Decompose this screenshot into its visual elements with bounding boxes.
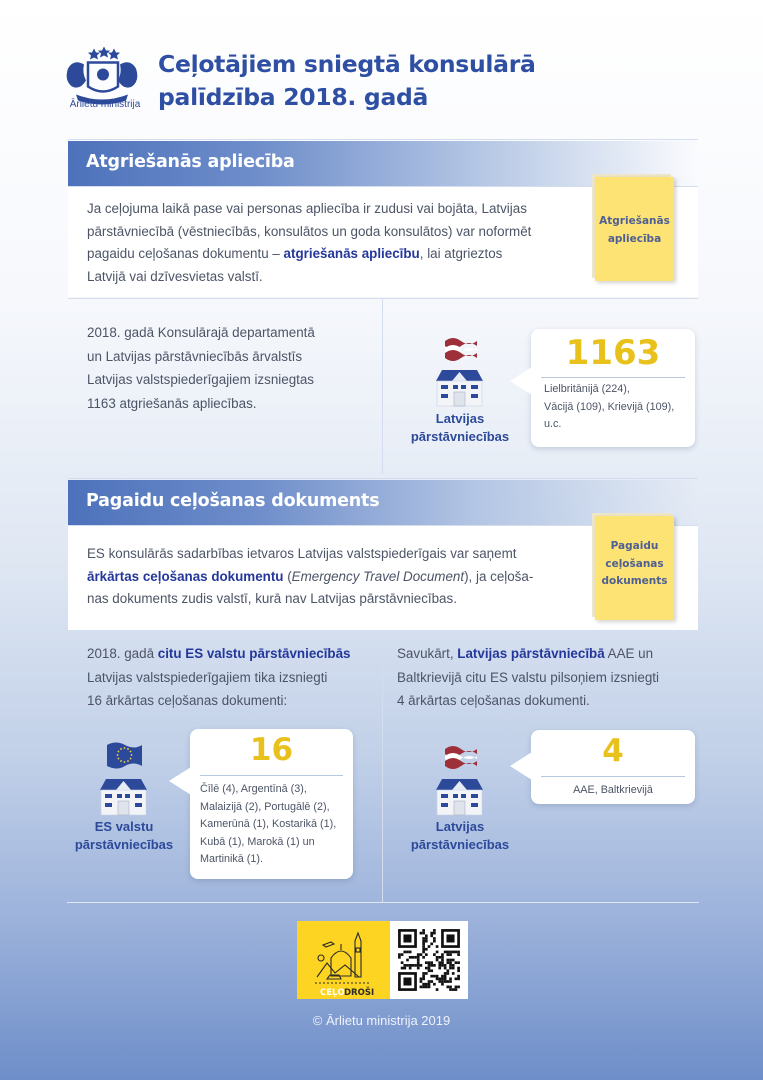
qr-module: [422, 951, 425, 954]
qr-module: [446, 980, 449, 983]
text-segment: , lai atgrieztos: [419, 246, 503, 261]
qr-module: [403, 951, 406, 954]
text-line: Latvijas valstspiederīgajiem izsniegtas: [87, 372, 315, 387]
text-line: Ja ceļojuma laikā pase vai personas apliecība ir zudusi vai bojāta, Latvijas: [87, 201, 527, 216]
qr-module: [422, 986, 425, 989]
qr-module: [449, 951, 452, 954]
bubble-divider: [541, 377, 685, 378]
page-title-line2: palīdzība 2018. gadā: [158, 83, 429, 111]
stat-breakdown: AAE, Baltkrievijā: [573, 784, 653, 796]
text-line: [397, 642, 702, 666]
text-line: 2018. gadā Konsulārajā departamentā: [87, 325, 315, 340]
qr-module: [401, 961, 404, 964]
section1-stat-text: [87, 321, 377, 415]
qr-module: [422, 937, 425, 940]
divider: [68, 298, 698, 299]
qr-module: [446, 961, 449, 964]
sticky-note-text: apliecība: [607, 233, 662, 245]
qr-module: [436, 988, 439, 991]
eu-star: [127, 748, 129, 750]
qr-module: [398, 953, 401, 956]
qr-module: [441, 956, 444, 959]
eu-star: [118, 758, 120, 760]
text-line: Kubā (1), Marokā (1) un: [200, 835, 315, 848]
qr-module: [457, 977, 460, 980]
qr-module: [420, 986, 423, 989]
sticky-note-text: ceļošanas: [605, 558, 664, 570]
mission-label-line: pārstāvniecības: [410, 837, 510, 852]
qr-module: [420, 953, 423, 956]
qr-module: [436, 945, 439, 948]
qr-module: [428, 964, 431, 967]
eu-star: [124, 761, 126, 763]
qr-module: [422, 972, 425, 975]
text-line: 1163 atgriešanās apliecības.: [87, 395, 257, 411]
column-divider: [382, 298, 383, 474]
sticky-note-text: Pagaidu: [610, 540, 659, 552]
qr-module: [452, 967, 455, 970]
embassy-building-icon: [96, 776, 151, 816]
qr-module: [441, 953, 444, 956]
highlight-term: atgriešanās apliecību: [283, 246, 420, 261]
qr-module: [425, 953, 428, 956]
qr-module: [422, 943, 425, 946]
highlight-term: ārkārtas ceļošanas dokumentu: [87, 568, 284, 584]
qr-code-image[interactable]: [390, 921, 468, 999]
bubble-pointer: [510, 367, 532, 395]
qr-module: [436, 977, 439, 980]
qr-module: [420, 980, 423, 983]
qr-module: [428, 980, 431, 983]
text-line: pārstāvniecībā (vēstniecībās, konsulātos un goda konsulātos) var noformēt: [87, 223, 532, 239]
eu-flag-icon: [106, 741, 143, 769]
qr-module: [438, 964, 441, 967]
campaign-logo-text: DROŠI: [344, 988, 375, 998]
mission-label: [398, 410, 522, 446]
qr-module: [428, 983, 431, 986]
qr-module: [449, 953, 452, 956]
eu-star: [117, 754, 119, 756]
qr-module: [428, 969, 431, 972]
qr-module: [417, 964, 420, 967]
qr-module: [425, 937, 428, 940]
qr-module: [414, 956, 417, 959]
qr-module: [455, 988, 458, 991]
qr-module: [449, 980, 452, 983]
qr-module: [449, 961, 452, 964]
stat-number: 1163: [565, 333, 661, 373]
qr-module: [441, 975, 444, 978]
qr-module: [457, 967, 460, 970]
text-line: 4 ārkārtas ceļošanas dokumenti.: [397, 693, 590, 708]
qr-module: [430, 961, 433, 964]
section2-intro-text: [87, 543, 592, 611]
copyright-text: © Ārlietu ministrija 2019: [312, 1013, 451, 1028]
qr-module: [428, 986, 431, 989]
qr-module: [452, 972, 455, 975]
section1-intro-text: [87, 198, 587, 288]
qr-module: [457, 951, 460, 954]
qr-module: [441, 977, 444, 980]
qr-module: [409, 964, 412, 967]
qr-module: [452, 964, 455, 967]
qr-module: [446, 969, 449, 972]
page-title: [158, 48, 578, 114]
mission-label-line: pārstāvniecības: [410, 429, 510, 444]
divider: [68, 139, 698, 140]
qr-module: [417, 953, 420, 956]
mission-label-line: ES valstu: [94, 819, 154, 834]
qr-module: [444, 975, 447, 978]
qr-module: [412, 964, 415, 967]
qr-module: [446, 986, 449, 989]
qr-module: [452, 988, 455, 991]
qr-module: [433, 940, 436, 943]
bubble-divider: [200, 775, 343, 776]
qr-module: [428, 945, 431, 948]
qr-module: [436, 951, 439, 954]
highlight-term: Latvijas pārstāvniecībā: [457, 646, 605, 661]
qr-module: [414, 964, 417, 967]
qr-module: [430, 975, 433, 978]
text-line: un Latvijas pārstāvniecībās ārvalstīs: [87, 348, 303, 364]
text-segment: 2018. gadā: [87, 646, 158, 661]
qr-module: [446, 951, 449, 954]
campaign-logo-text: CEĻO: [320, 988, 345, 998]
qr-module: [457, 975, 460, 978]
qr-module: [457, 969, 460, 972]
qr-module: [455, 961, 458, 964]
qr-module: [425, 972, 428, 975]
qr-module: [422, 932, 425, 935]
section1-heading: Atgriešanās apliecība: [86, 152, 295, 172]
divider: [68, 478, 698, 479]
qr-module: [438, 961, 441, 964]
qr-module: [401, 953, 404, 956]
qr-module: [449, 988, 452, 991]
qr-module: [422, 948, 425, 951]
qr-module: [436, 975, 439, 978]
qr-module: [438, 956, 441, 959]
text-segment: AAE un: [604, 646, 654, 661]
stat-number: 16: [249, 732, 294, 768]
stat-bubble-16: [190, 729, 353, 879]
qr-module: [444, 980, 447, 983]
qr-module: [401, 967, 404, 970]
text-line: 16 ārkārtas ceļošanas dokumenti:: [87, 693, 288, 708]
qr-module: [422, 929, 425, 932]
eu-star: [118, 751, 120, 753]
page-title-line1: Ceļotājiem sniegtā konsulārā: [158, 50, 536, 78]
mission-label: [398, 818, 522, 854]
qr-module: [428, 967, 431, 970]
qr-module: [420, 964, 423, 967]
qr-module: [398, 956, 401, 959]
eu-star: [120, 760, 122, 762]
eu-star: [124, 747, 126, 749]
stat-number: 4: [602, 733, 624, 769]
text-line: nas dokuments zudis valstī, kurā nav Latvijas pārstāvniecības.: [87, 591, 457, 606]
qr-module: [449, 959, 452, 962]
qr-module: [412, 956, 415, 959]
text-segment: ), ja ceļoša-: [464, 568, 534, 584]
qr-module: [425, 961, 428, 964]
column-divider: [382, 632, 383, 902]
qr-module: [441, 961, 444, 964]
qr-module: [446, 959, 449, 962]
qr-module: [433, 975, 436, 978]
qr-module: [446, 953, 449, 956]
qr-module: [452, 959, 455, 962]
latvian-flag-icon: [443, 336, 479, 362]
divider: [67, 902, 699, 903]
qr-module: [457, 953, 460, 956]
mission-label-line: pārstāvniecības: [74, 837, 174, 852]
qr-module: [406, 951, 409, 954]
qr-module: [430, 932, 433, 935]
qr-module: [441, 980, 444, 983]
qr-module: [422, 945, 425, 948]
celo-drosi-logo: [297, 921, 390, 999]
qr-module: [403, 964, 406, 967]
section2-heading: Pagaidu ceļošanas dokuments: [86, 491, 380, 511]
qr-module: [444, 972, 447, 975]
qr-module: [444, 977, 447, 980]
qr-module: [425, 940, 428, 943]
qr-module: [422, 940, 425, 943]
sticky-note-text: Atgriešanās: [599, 215, 670, 227]
text-line: Martinikā (1).: [200, 853, 263, 865]
stat-breakdown: [200, 781, 350, 869]
mission-label-line: Latvijas: [435, 411, 485, 426]
qr-module: [425, 967, 428, 970]
qr-module: [441, 983, 444, 986]
qr-module: [438, 977, 441, 980]
qr-module: [449, 986, 452, 989]
stat-bubble-1163: [531, 329, 695, 447]
qr-module: [425, 983, 428, 986]
qr-module: [446, 972, 449, 975]
qr-module: [433, 953, 436, 956]
text-line: [87, 566, 592, 589]
qr-module: [436, 959, 439, 962]
text-line: Latvijā vai dzīvesvietas valstī.: [87, 268, 263, 284]
eu-star: [130, 751, 132, 753]
text-line: Vācijā (109), Krievijā (109),: [544, 400, 675, 413]
sticky-note-travel-document: [595, 516, 674, 620]
english-term: Emergency Travel Document: [291, 568, 465, 584]
section2-left-text: [87, 642, 382, 713]
qr-module: [406, 959, 409, 962]
text-line: [87, 642, 382, 666]
bubble-divider: [541, 776, 685, 777]
qr-module: [449, 967, 452, 970]
eu-star: [131, 754, 133, 756]
qr-module: [420, 932, 423, 935]
qr-module: [457, 961, 460, 964]
sticky-note-return-certificate: [595, 177, 674, 281]
text-segment: pagaidu ceļošanas dokumentu –: [87, 246, 284, 261]
qr-module: [425, 934, 428, 937]
embassy-building-icon: [432, 776, 487, 816]
qr-module: [430, 964, 433, 967]
text-segment: Savukārt,: [397, 646, 458, 661]
qr-module: [441, 964, 444, 967]
qr-module: [449, 977, 452, 980]
qr-module: [438, 980, 441, 983]
text-segment: (: [283, 568, 292, 584]
embassy-building-icon: [432, 367, 487, 407]
qr-module: [430, 969, 433, 972]
mission-label-line: Latvijas: [435, 819, 485, 834]
text-line: Kamerūnā (1), Kostarikā (1),: [200, 818, 337, 830]
qr-module: [422, 983, 425, 986]
qr-module: [433, 929, 436, 932]
qr-module: [409, 967, 412, 970]
qr-code[interactable]: [390, 921, 468, 999]
bubble-pointer: [510, 752, 532, 780]
qr-module: [417, 961, 420, 964]
qr-module: [457, 986, 460, 989]
text-line: Baltkrievijā citu ES valstu pilsoņiem izsniegti: [397, 669, 659, 685]
eu-star: [127, 760, 129, 762]
qr-module: [420, 977, 423, 980]
bubble-pointer: [169, 767, 191, 795]
text-line: Malaizijā (2), Portugālē (2),: [200, 800, 330, 813]
section2-right-text: [397, 642, 702, 713]
qr-module: [425, 948, 428, 951]
qr-module: [409, 956, 412, 959]
qr-module: [403, 977, 411, 985]
qr-module: [455, 986, 458, 989]
qr-module: [433, 932, 436, 935]
text-line: Čīlē (4), Argentīnā (3),: [200, 783, 307, 795]
qr-module: [403, 934, 411, 942]
qr-module: [444, 964, 447, 967]
qr-module: [452, 951, 455, 954]
qr-module: [430, 980, 433, 983]
text-line: u.c.: [544, 418, 562, 430]
eu-star: [130, 758, 132, 760]
qr-module: [455, 977, 458, 980]
mission-label: [62, 818, 186, 854]
qr-module: [403, 967, 406, 970]
campaign-badge: [297, 921, 468, 999]
qr-module: [409, 951, 412, 954]
qr-module: [406, 964, 409, 967]
qr-module: [444, 967, 447, 970]
qr-module: [422, 977, 425, 980]
latvian-flag-icon: [443, 744, 479, 770]
qr-module: [422, 975, 425, 978]
highlight-term: citu ES valstu pārstāvniecībās: [157, 646, 351, 661]
text-line: ES konsulārās sadarbības ietvaros Latvijas valstspiederīgais var saņemt: [87, 546, 517, 561]
text-line: [87, 243, 587, 266]
ministry-logo-text: Ārlietu ministrija: [69, 99, 141, 110]
stat-bubble-4: [531, 730, 695, 804]
qr-module: [441, 959, 444, 962]
qr-module: [417, 967, 420, 970]
qr-module: [430, 943, 433, 946]
qr-module: [444, 951, 447, 954]
qr-module: [417, 956, 420, 959]
qr-module: [446, 934, 454, 942]
qr-module: [449, 964, 452, 967]
qr-module: [433, 937, 436, 940]
qr-module: [455, 951, 458, 954]
qr-module: [433, 964, 436, 967]
qr-module: [417, 959, 420, 962]
qr-module: [425, 986, 428, 989]
qr-module: [433, 983, 436, 986]
stat-breakdown: [544, 381, 692, 434]
qr-module: [430, 934, 433, 937]
travel-landmarks-icon: [297, 921, 390, 999]
qr-module: [438, 967, 441, 970]
qr-module: [436, 956, 439, 959]
eu-star: [120, 748, 122, 750]
qr-module: [422, 956, 425, 959]
sticky-note-text: dokuments: [601, 575, 668, 587]
text-line: Lielbritānijā (224),: [544, 383, 630, 395]
qr-module: [428, 961, 431, 964]
text-line: Latvijas valstspiederīgajiem tika izsniegti: [87, 669, 328, 685]
